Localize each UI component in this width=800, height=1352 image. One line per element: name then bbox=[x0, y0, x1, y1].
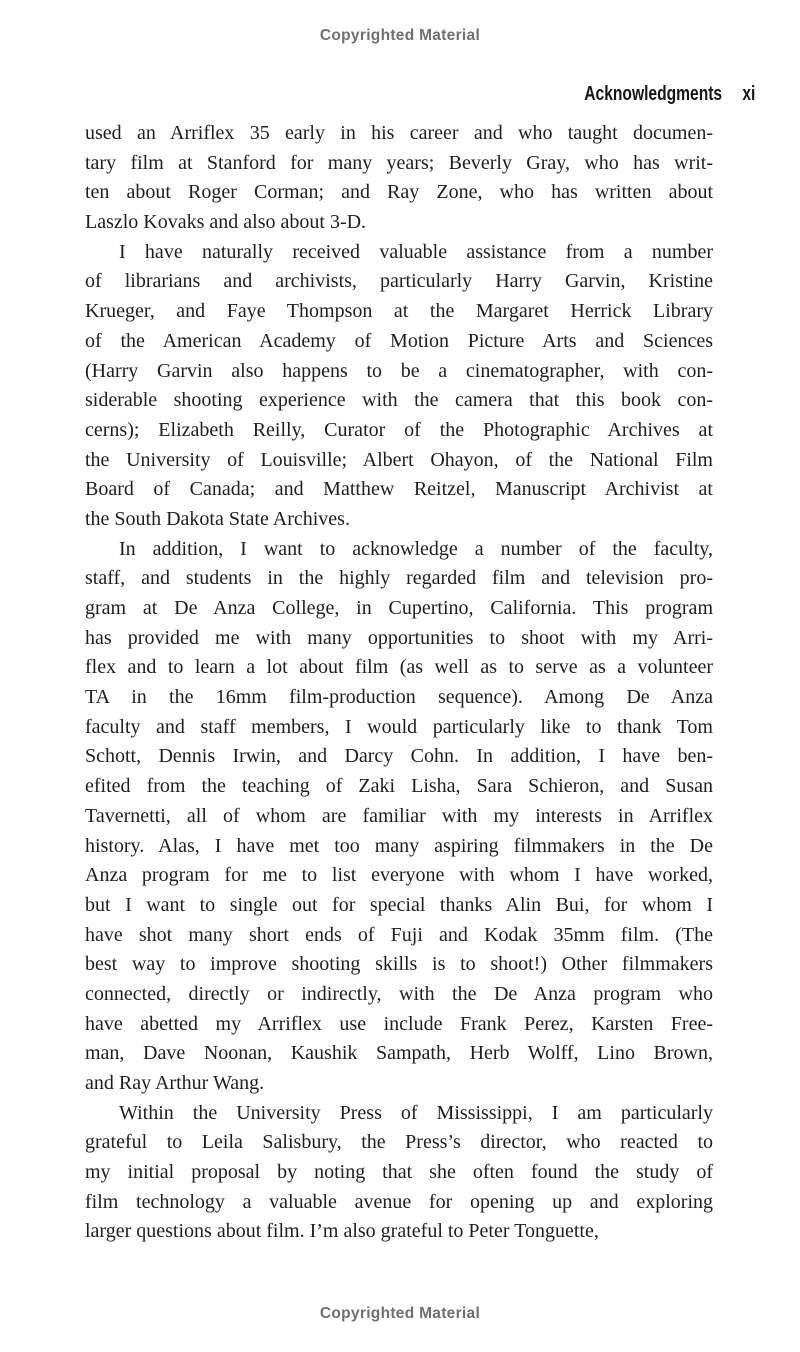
text-line: of the American Academy of Motion Picture Arts and Sciences bbox=[85, 329, 713, 352]
text-line: tary film at Stanford for many years; Beverly Gray, who has writ- bbox=[85, 151, 713, 174]
text-line: used an Arriflex 35 early in his career and who taught documen- bbox=[85, 122, 713, 144]
text-line: has provided me with many opportunities to shoot with my Arri- bbox=[85, 626, 713, 649]
running-head bbox=[584, 83, 755, 106]
text-line: gram at De Anza College, in Cupertino, California. This program bbox=[85, 597, 713, 619]
text-line: my initial proposal by noting that she often found the study of bbox=[85, 1161, 713, 1184]
text-line: TA in the 16mm film-production sequence). Among De Anza bbox=[85, 686, 713, 709]
text-line: efited from the teaching of Zaki Lisha, Sara Schieron, and Susan bbox=[85, 775, 713, 798]
text-line: the South Dakota State Archives. bbox=[85, 507, 350, 530]
text-line: faculty and staff members, I would particularly like to thank Tom bbox=[85, 715, 713, 738]
text-line: man, Dave Noonan, Kaushik Sampath, Herb Wolff, Lino Brown, bbox=[85, 1042, 713, 1065]
text-line: film technology a valuable avenue for opening up and exploring bbox=[85, 1190, 713, 1213]
text-line: staff, and students in the highly regarded film and television pro- bbox=[85, 567, 713, 590]
text-line: Laszlo Kovaks and also about 3-D. bbox=[85, 211, 367, 234]
text-line: Schott, Dennis Irwin, and Darcy Cohn. In addition, I have ben- bbox=[85, 745, 713, 768]
text-line: siderable shooting experience with the camera that this book con- bbox=[85, 389, 713, 412]
text-line: connected, directly or indirectly, with the De Anza program who bbox=[85, 982, 713, 1005]
copyright-notice-top: Copyrighted Material bbox=[319, 27, 481, 44]
text-line: history. Alas, I have met too many aspiring filmmakers in the De bbox=[85, 834, 713, 857]
text-line: of librarians and archivists, particularly Harry Garvin, Kristine bbox=[85, 270, 713, 293]
text-line: Tavernetti, all of whom are familiar with my interests in Arriflex bbox=[85, 804, 713, 827]
text-line: but I want to single out for special thanks Alin Bui, for whom I bbox=[85, 893, 713, 916]
page-body bbox=[85, 119, 713, 1247]
text-line: the University of Louisville; Albert Ohayon, of the National Film bbox=[85, 448, 713, 471]
copyright-notice-bottom: Copyrighted Material bbox=[319, 1305, 481, 1322]
text-line: cerns); Elizabeth Reilly, Curator of the Photographic Archives at bbox=[85, 418, 713, 441]
text-line: Anza program for me to list everyone with whom I have worked, bbox=[85, 864, 713, 887]
text-line: Within the University Press of Mississippi, I am particularly bbox=[119, 1101, 713, 1124]
text-line: In addition, I want to acknowledge a number of the faculty, bbox=[119, 537, 713, 560]
text-line: have shot many short ends of Fuji and Kodak 35mm film. (The bbox=[85, 923, 713, 946]
running-head-title: Acknowledgments bbox=[583, 83, 722, 105]
text-line: and Ray Arthur Wang. bbox=[85, 1072, 265, 1094]
text-line: grateful to Leila Salisbury, the Press’s director, who reacted to bbox=[85, 1131, 713, 1154]
text-line: ten about Roger Corman; and Ray Zone, who has written about bbox=[85, 181, 713, 204]
text-line: flex and to learn a lot about film (as well as to serve as a volunteer bbox=[85, 656, 713, 679]
text-line: I have naturally received valuable assistance from a number bbox=[119, 240, 713, 263]
text-line: (Harry Garvin also happens to be a cinematographer, with con- bbox=[85, 359, 713, 382]
page-number: xi bbox=[741, 83, 755, 105]
text-line: best way to improve shooting skills is to shoot!) Other filmmakers bbox=[85, 953, 713, 976]
text-line: have abetted my Arriflex use include Frank Perez, Karsten Free- bbox=[85, 1012, 713, 1035]
text-line: larger questions about film. I’m also grateful to Peter Tonguette, bbox=[85, 1220, 599, 1243]
text-line: Krueger, and Faye Thompson at the Margaret Herrick Library bbox=[85, 300, 713, 323]
text-line: Board of Canada; and Matthew Reitzel, Manuscript Archivist at bbox=[85, 478, 713, 501]
